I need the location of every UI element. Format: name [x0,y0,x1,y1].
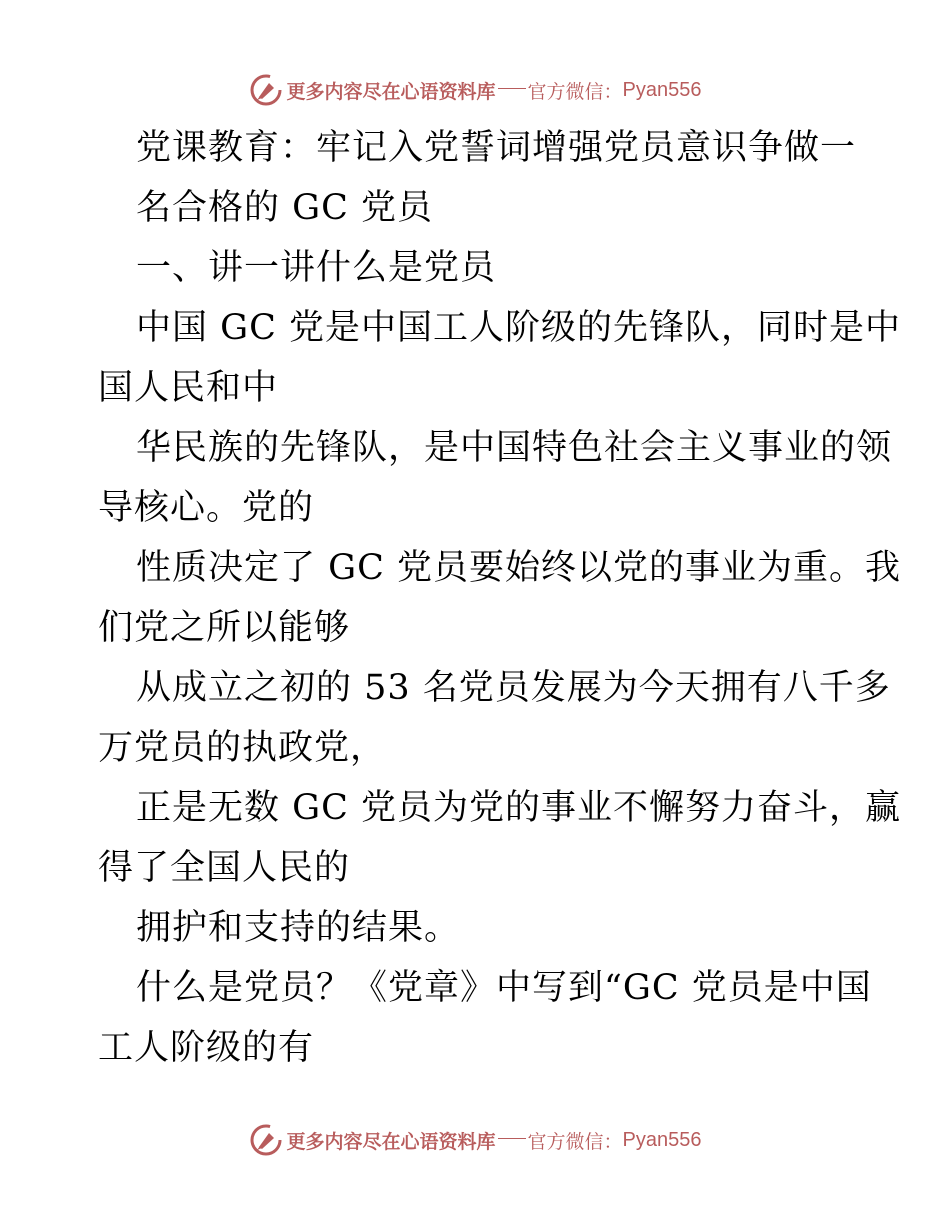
paragraph-line: 从成立之初的 53 名党员发展为今天拥有八千多 [136,668,891,708]
footer-watermark [0,1120,950,1160]
watermark-dash [498,1138,526,1139]
watermark-wechat-id: Pyan556 [622,1128,702,1151]
watermark-site-text: 更多内容尽在心语资料库 [286,80,496,103]
paragraph-line: 拥护和支持的结果。 [136,908,461,948]
paragraph-line: 得了全国人民的 [98,848,351,888]
paragraph-line: 们党之所以能够 [98,608,351,648]
title-line-1: 党课教育：牢记入党誓词增强党员意识争做一 [136,128,857,168]
paragraph-line: 工人阶级的有 [98,1028,315,1068]
watermark-dash [498,88,526,89]
watermark-wechat-label: 官方微信： [527,80,623,103]
paragraph-line: 性质决定了 GC 党员要始终以党的事业为重。我 [136,548,901,588]
title-line-2: 名合格的 GC 党员 [136,188,433,228]
paragraph-line: 导核心。党的 [98,488,315,528]
paragraph-line: 万党员的执政党， [98,728,387,768]
watermark-wechat-id: Pyan556 [622,78,702,101]
header-watermark [0,70,950,110]
document-body [98,118,901,1078]
paragraph-line: 正是无数 GC 党员为党的事业不懈努力奋斗，赢 [136,788,901,828]
paragraph-line: 国人民和中 [98,368,279,408]
pen-nib-logo-icon [249,73,283,107]
watermark-site-text: 更多内容尽在心语资料库 [286,1130,496,1153]
pen-nib-logo-icon [249,1123,283,1157]
paragraph-line: 中国 GC 党是中国工人阶级的先锋队，同时是中 [136,308,901,348]
paragraph-line: 什么是党员？《党章》中写到“GC 党员是中国 [136,968,872,1008]
watermark-wechat-label: 官方微信： [527,1130,623,1153]
section-heading: 一、讲一讲什么是党员 [136,248,497,288]
paragraph-line: 华民族的先锋队，是中国特色社会主义事业的领 [136,428,893,468]
